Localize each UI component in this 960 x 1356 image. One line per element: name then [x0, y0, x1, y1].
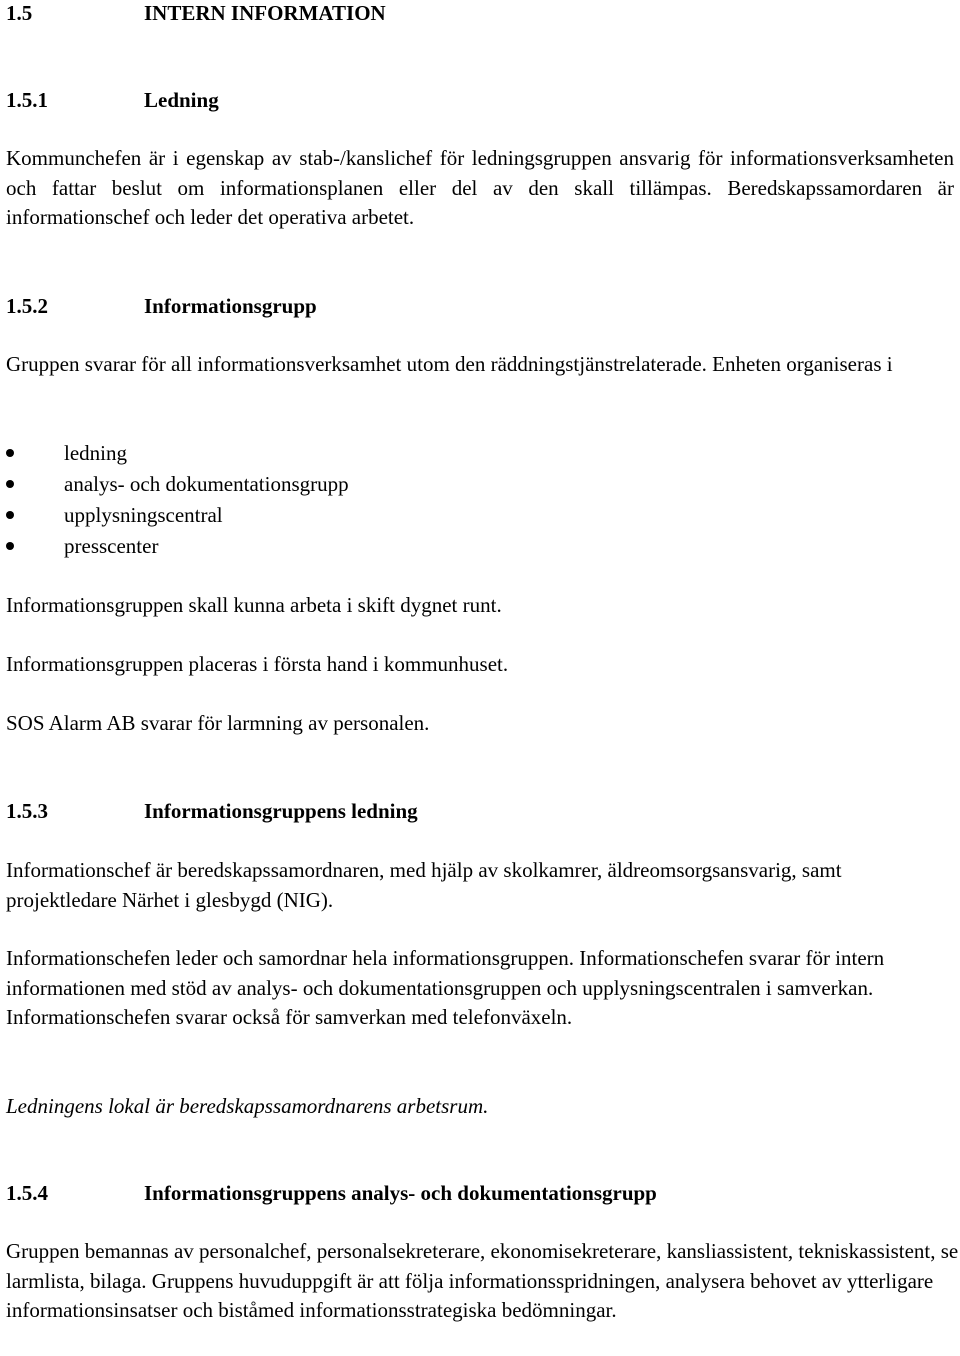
- paragraph-gruppen: Gruppen svarar för all informationsverksamhet utom den räddningstjänstrelaterade. Enheten organiseras i: [6, 352, 893, 376]
- heading-title: Informationsgrupp: [144, 294, 317, 318]
- paragraph-bemannas: Gruppen bemannas av personalchef, personalsekreterare, ekonomisekreterare, kansliassistent, tekniskassistent, se larmlista, bilaga. Gruppens huvuduppgift är att följa informationsspridningen, analysera behovet av ytterligare informationsinsatser och biståmed informationsstrategiska bedömningar.: [6, 1239, 959, 1322]
- heading-number: 1.5.1: [6, 88, 48, 112]
- bullet-icon: [6, 511, 14, 519]
- section-title: INTERN INFORMATION: [144, 1, 386, 25]
- heading-title: Ledning: [144, 88, 219, 112]
- heading-analys-och-dokumentationsgrupp: [6, 1180, 960, 1206]
- list-item: presscenter: [6, 531, 960, 562]
- organisation-list: [6, 438, 960, 562]
- paragraph-informationschef: Informationschef är beredskapssamordnaren, med hjälp av skolkamrer, äldreomsorgsansvarig, samt projektledare Närhet i glesbygd (NIG).: [6, 858, 842, 912]
- heading-title: Informationsgruppens analys- och dokumentationsgrupp: [144, 1181, 657, 1205]
- heading-ledning: [6, 87, 960, 113]
- heading-title: Informationsgruppens ledning: [144, 799, 418, 823]
- bullet-icon: [6, 542, 14, 550]
- heading-number: 1.5.3: [6, 799, 48, 823]
- list-item: ledning: [6, 438, 960, 469]
- paragraph-skift: Informationsgruppen skall kunna arbeta i skift dygnet runt.: [6, 593, 502, 617]
- paragraph-ledningens-lokal: Ledningens lokal är beredskapssamordnarens arbetsrum.: [6, 1094, 489, 1118]
- list-item: upplysningscentral: [6, 500, 960, 531]
- heading-informationsgrupp: [6, 293, 960, 319]
- paragraph-ledning: Kommunchefen är i egenskap av stab-/kanslichef för ledningsgruppen ansvarig för informationsverksamheten och fattar beslut om informationsplanen eller del av den skall tillämpas. Beredskapssamordaren är informationschef och leder det operativa arbetet.: [6, 146, 954, 229]
- heading-number: 1.5.4: [6, 1181, 48, 1205]
- section-number: 1.5: [6, 1, 33, 25]
- paragraph-informationschefen: Informationschefen leder och samordnar hela informationsgruppen. Informationschefen svarar för intern informationen med stöd av analys- och dokumentationsgruppen och upplysningscentralen i samverkan. Informationschefen svarar också för samverkan med telefonväxeln.: [6, 946, 885, 1029]
- list-item: analys- och dokumentationsgrupp: [6, 469, 960, 500]
- bullet-icon: [6, 449, 14, 457]
- bullet-icon: [6, 480, 14, 488]
- section-heading: [6, 0, 960, 26]
- paragraph-sos-alarm: SOS Alarm AB svarar för larmning av personalen.: [6, 711, 430, 735]
- heading-number: 1.5.2: [6, 294, 48, 318]
- paragraph-placeras: Informationsgruppen placeras i första hand i kommunhuset.: [6, 652, 509, 676]
- heading-informationsgruppens-ledning: [6, 798, 960, 824]
